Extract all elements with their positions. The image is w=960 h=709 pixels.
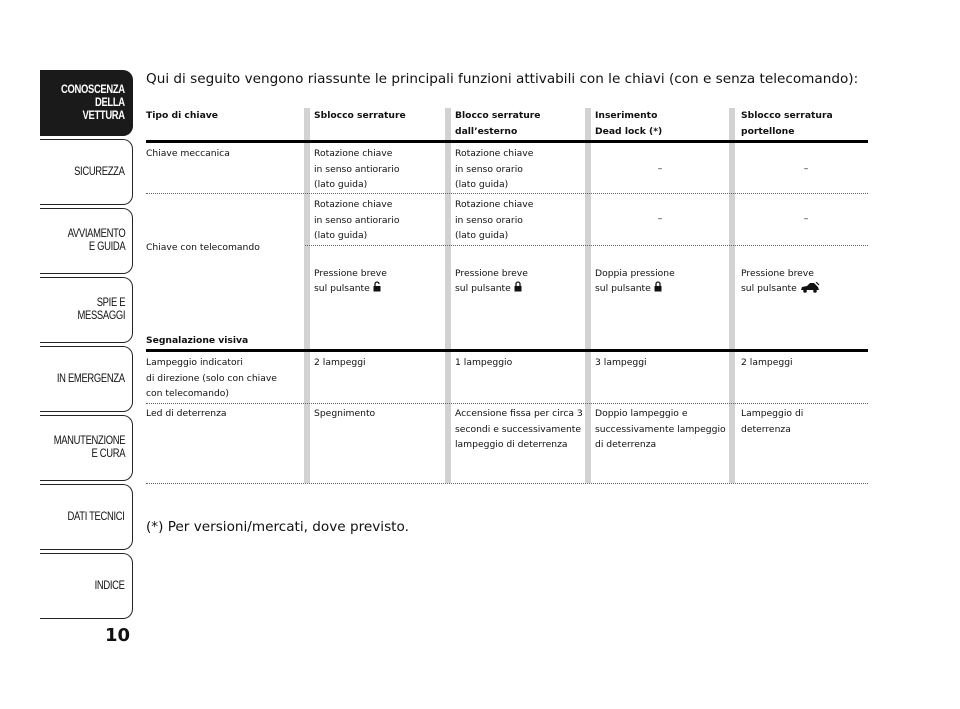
chapter-tabs [40,70,133,622]
tab-label: INDICE [95,579,125,592]
table-rule [146,140,868,143]
tab-dati-tecnici[interactable] [40,484,133,550]
tab-indice[interactable] [40,553,133,619]
table-rule [146,349,868,352]
header-blocco-serrature: Blocco serrature dall’esterno [455,110,541,137]
table-cell [314,250,387,297]
header-sblocco-serrature: Sblocco serrature [314,110,406,121]
table-cell: Led di deterrenza [146,408,227,419]
intro-text: Qui di seguito vengono riassunte le principali funzioni attivabili con le chiavi (con e senza telecomando): [146,71,859,87]
table-cell [455,250,528,297]
table-cell: 3 lampeggi [595,357,647,368]
table-cell [741,250,820,297]
row-separator [146,403,868,404]
car-trunk-icon [800,282,820,293]
table-cell: Doppio lampeggio e successivamente lampeggio di deterrenza [595,408,726,450]
table-cell: Rotazione chiave in senso orario (lato guida) [455,148,534,190]
table-cell: – [657,213,663,224]
table-cell: 1 lampeggio [455,357,513,368]
table-cell: – [803,213,809,224]
row-separator [305,245,868,246]
row-separator [146,193,868,194]
tab-avviamento-e-guida[interactable] [40,208,133,274]
cell-text: Pressione breve sul pulsante [741,267,814,294]
table-cell: Lampeggio di deterrenza [741,408,804,435]
table-cell: Chiave meccanica [146,148,230,159]
table-cell: Spegnimento [314,408,376,419]
tab-label: SPIE E MESSAGGI [77,297,125,322]
tab-label: DATI TECNICI [67,510,125,523]
table-cell: Rotazione chiave in senso antiorario (lato guida) [314,148,400,190]
table-cell: 2 lampeggi [741,357,793,368]
footnote: (*) Per versioni/mercati, dove previsto. [146,519,409,535]
lock-icon [654,281,662,292]
tab-conoscenza-della-vettura[interactable] [40,70,133,136]
table-cell: Accensione fissa per circa 3 secondi e successivamente lampeggio di deterrenza [455,408,583,450]
cell-text: Pressione breve sul pulsante [455,267,528,294]
table-cell [595,250,675,297]
tab-in-emergenza[interactable] [40,346,133,412]
column-divider [304,108,310,483]
cell-text: Pressione breve sul pulsante [314,267,387,294]
row-separator [146,483,868,484]
table-cell: Lampeggio indicatori di direzione (solo con chiave con telecomando) [146,357,277,399]
tab-label: AVVIAMENTO E GUIDA [67,228,125,253]
column-divider [445,108,451,483]
signal-heading: Segnalazione visiva [146,335,249,346]
page-number: 10 [104,625,130,646]
header-dead-lock: Inserimento Dead lock (*) [595,110,663,137]
tab-sicurezza[interactable] [40,139,133,205]
tab-label: IN EMERGENZA [57,372,125,385]
table-cell: Rotazione chiave in senso orario (lato guida) [455,199,534,241]
lock-icon [514,281,522,292]
tab-label: SICUREZZA [74,165,125,178]
cell-text: Doppia pressione sul pulsante [595,267,675,294]
tab-manutenzione-e-cura[interactable] [40,415,133,481]
column-divider [729,108,735,483]
table-cell: – [657,163,663,174]
table-cell: Chiave con telecomando [146,242,260,253]
unlock-icon [373,281,381,292]
tab-spie-e-messaggi[interactable] [40,277,133,343]
column-divider [585,108,591,483]
header-sblocco-portellone: Sblocco serratura portellone [741,110,833,137]
tab-label: CONOSCENZA DELLA VETTURA [61,83,125,122]
tab-label: MANUTENZIONE E CURA [53,435,125,460]
table-cell: – [803,163,809,174]
table-cell: 2 lampeggi [314,357,366,368]
table-cell: Rotazione chiave in senso antiorario (lato guida) [314,199,400,241]
header-tipo-di-chiave: Tipo di chiave [146,110,218,121]
